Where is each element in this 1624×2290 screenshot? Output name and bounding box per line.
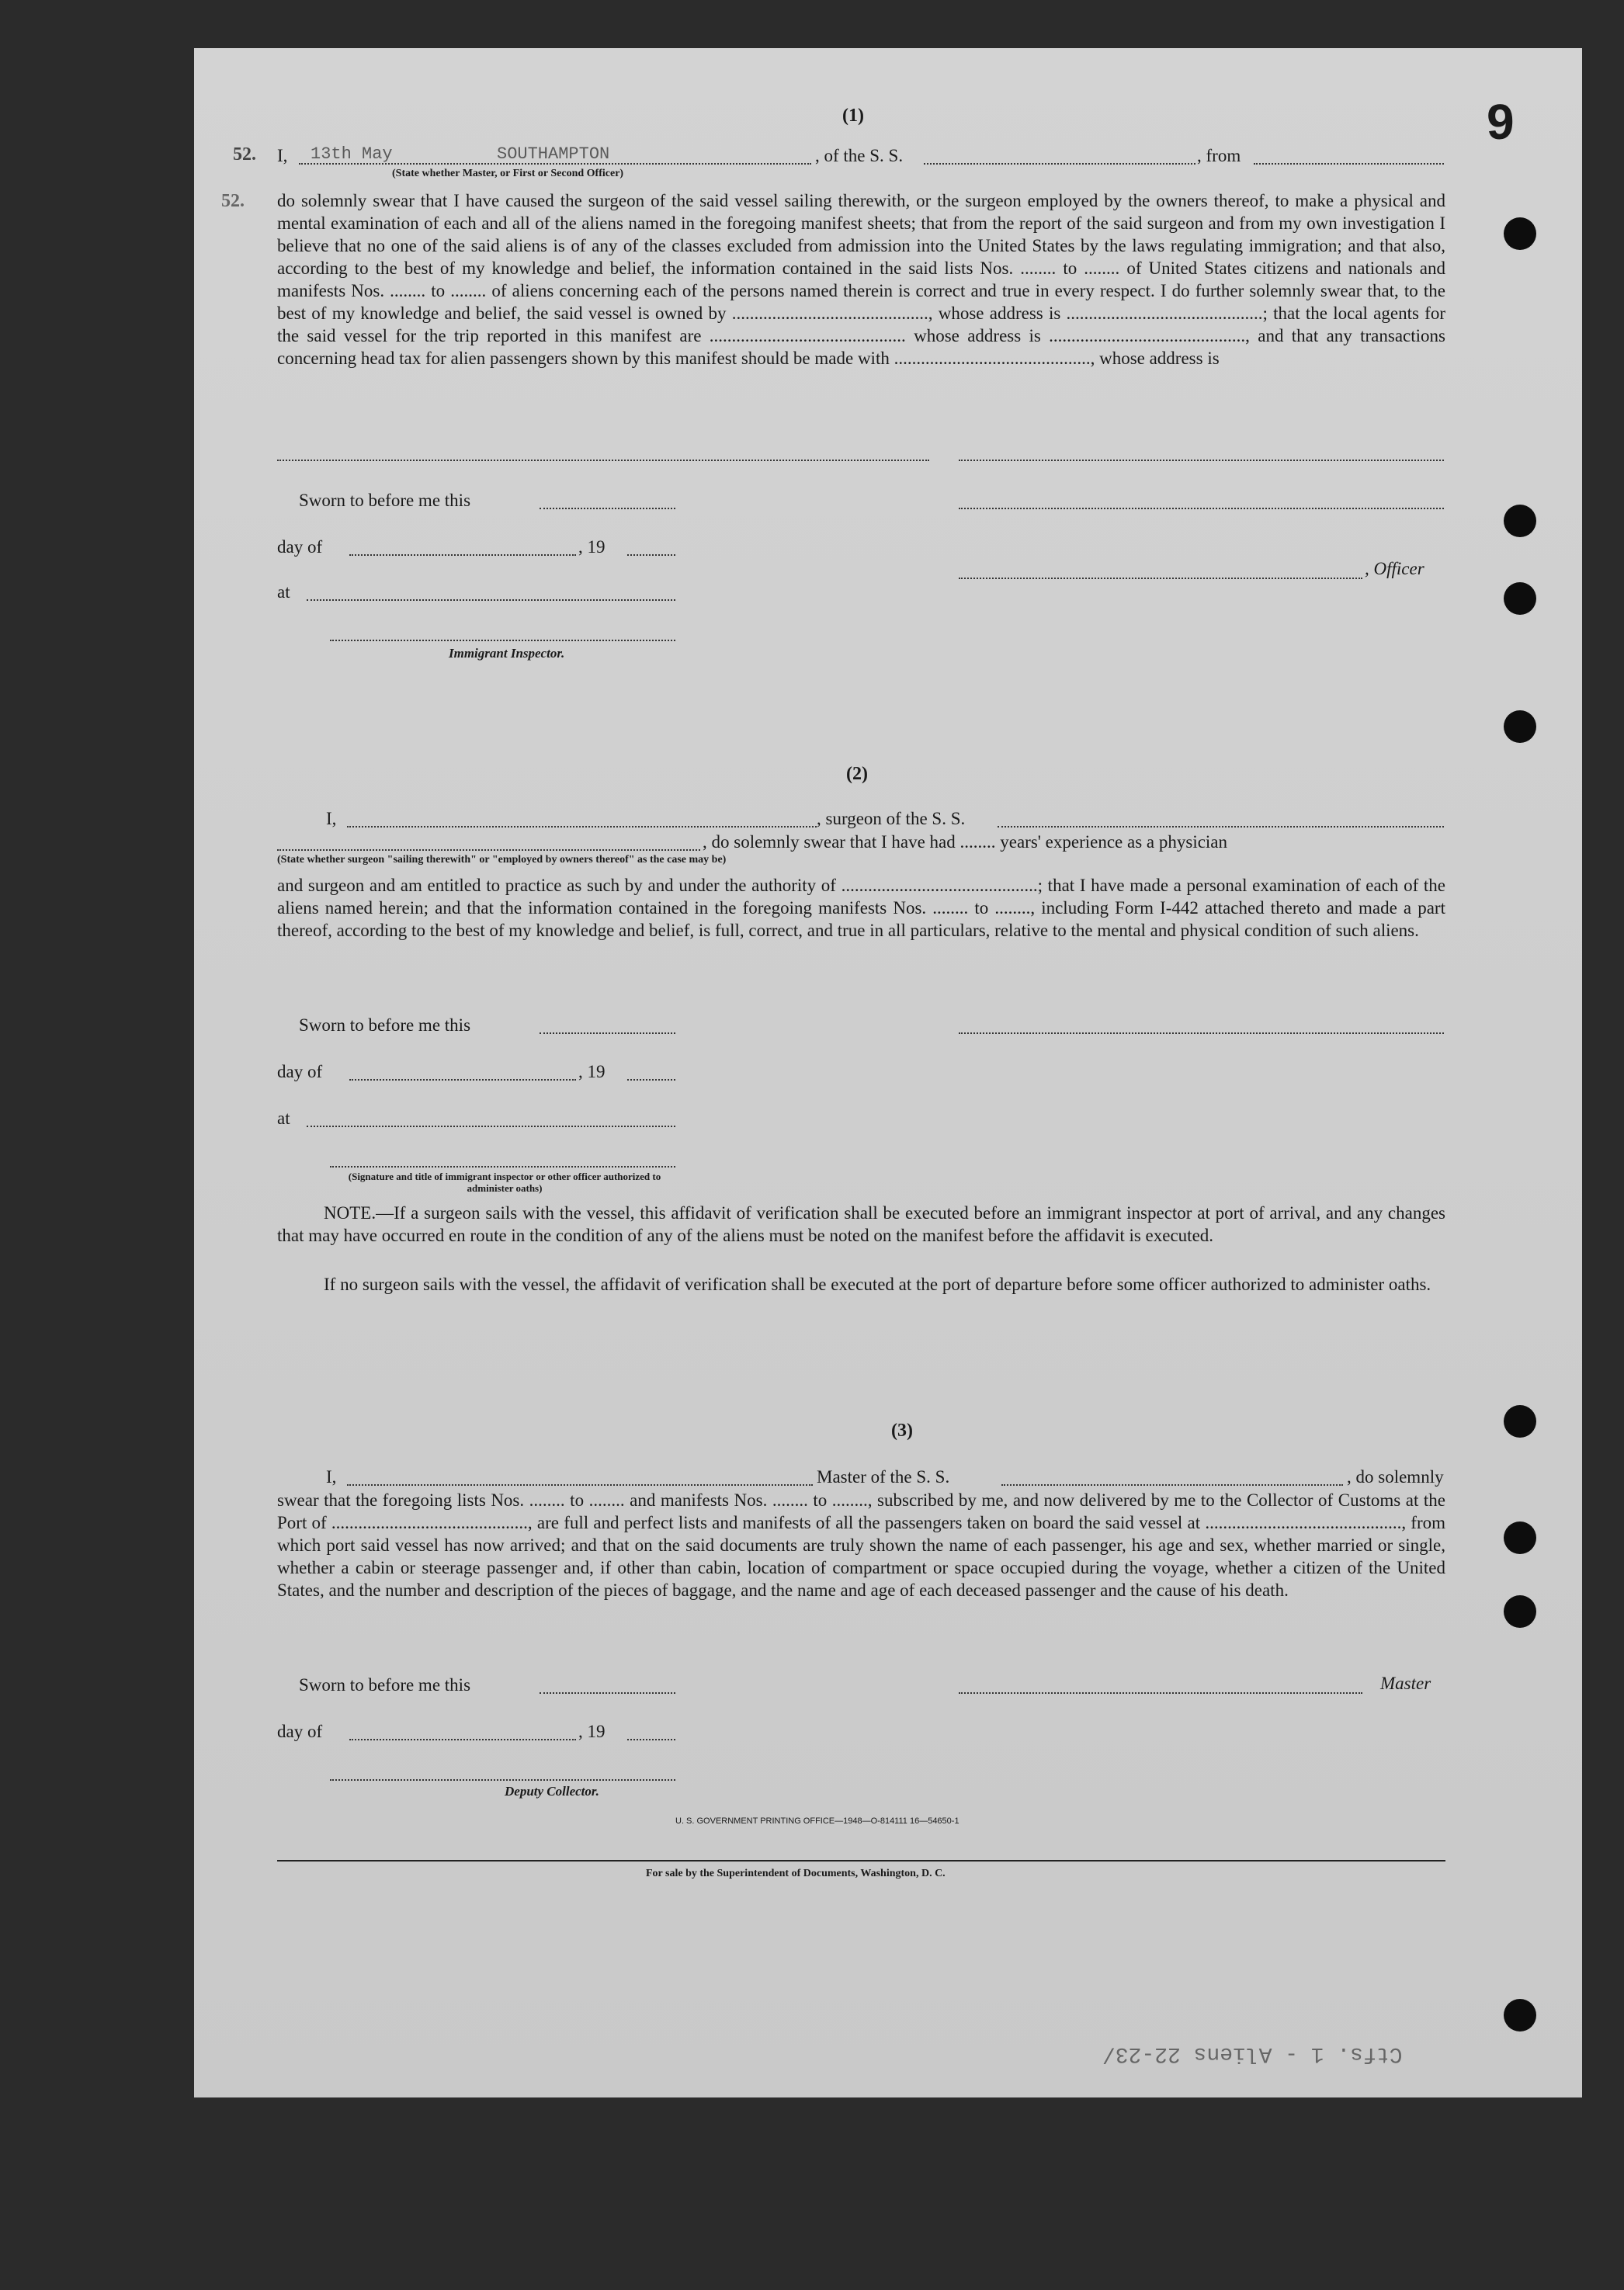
s3-solemnly: , do solemnly [1347, 1467, 1444, 1487]
s1-at: at [277, 582, 290, 602]
sheet-number-1: (1) [842, 106, 864, 126]
s2-paragraph: and surgeon and am entitled to practice as such by and under the authority of ............................................; that I have made a personal examination of each of the aliens named herein; and that the information contained in the foregoing manifests Nos. ........ to ........, including Form I-442 attached thereto and made a part thereof, according to the best of my knowledge and belief, is full, correct, and true in all particulars, relative to the mental and physical condition of such aliens. [277, 876, 1445, 940]
bottom-right-stamp: Ctfs. 1 - Aliens 22-23/ [1102, 2042, 1403, 2066]
s1-year: , 19 [578, 537, 606, 557]
s1-paragraph: do solemnly swear that I have caused the surgeon of the said vessel sailing therewith, or the surgeon employed by the owners thereof, to make a physical and mental examination of each and all of the aliens named in the foregoing manifest sheets; that from the report of the said surgeon and from my own investigation I believe that no one of the said aliens is of any of the classes excluded from admission into the United States by the laws regulating immigration; and that also, according to the best of my knowledge and belief, the information contained in the said lists Nos. ........ to ........ of United States citizens and nationals and manifests Nos. ........ to ........ of aliens concerning each of the persons named therein is correct and true in every respect. I do further solemnly swear that, to the best of my knowledge and belief, the said vessel is owned by ............................................, whose address is ............................................; that the local agents for the said vessel for the trip reported in this manifest are ............................................ whose address is ............................................, and that any transactions concerning head tax for alien passengers shown by this manifest should be made with ............................................, whose address is [277, 191, 1445, 368]
s2-signature-caption: (Signature and title of immigrant inspector or other officer authorized to administer oaths) [348, 1171, 661, 1194]
s3-collector-caption: Deputy Collector. [505, 1784, 599, 1799]
s3-master-of: Master of the S. S. [817, 1467, 950, 1487]
s3-sworn: Sworn to before me this [299, 1675, 471, 1695]
punch-hole [1504, 1999, 1536, 2032]
s2-surgeon-of: , surgeon of the S. S. [817, 809, 966, 828]
page-number: 9 [1487, 94, 1515, 150]
s2-line2: , do solemnly swear that I have had ........ years' experience as a physician [703, 832, 1228, 852]
s3-intro: I, [326, 1467, 337, 1487]
s2-note: NOTE.—If a surgeon sails with the vessel, this affidavit of verification shall be executed before an immigrant inspector at port of arrival, and any changes that may have occurred en route in the condition of any of the aliens must be noted on the manifest before the affidavit is executed. [277, 1203, 1445, 1245]
s2-note2: If no surgeon sails with the vessel, the affidavit of verification shall be executed at the port of departure before some officer authorized to administer oaths. [324, 1275, 1431, 1294]
s1-intro: I, [277, 146, 288, 165]
s1-inspector-caption: Immigrant Inspector. [449, 646, 565, 661]
printing-office-line: U. S. GOVERNMENT PRINTING OFFICE—1948—O-814111 16—54650-1 [675, 1816, 959, 1826]
sheet-number-2: (2) [846, 764, 868, 784]
sale-notice: For sale by the Superintendent of Documents, Washington, D. C. [646, 1868, 946, 1879]
punch-hole [1504, 217, 1536, 250]
s3-paragraph: swear that the foregoing lists Nos. ........ to ........ and manifests Nos. ........ to ........, subscribed by me, and now delivered by me to the Collector of Customs at the Port of ............................................, are full and perfect lists and manifests of all the passengers taken on board the said vessel at ............................................, from which port said vessel has now arrived; and that on the said documents are truly shown the name of each passenger, his age and sex, whether married or single, whether a cabin or steerage passenger and, if other than cabin, location of compartment or space occupied during the voyage, whether a citizen of the United States, and the number and description of the pieces of baggage, and the name and age of each deceased passenger and the cause of his death. [277, 1490, 1445, 1600]
s2-intro: I, [326, 809, 337, 828]
punch-hole [1504, 1595, 1536, 1628]
s1-day-of: day of [277, 537, 323, 557]
s1-of-ss: , of the S. S. [815, 146, 904, 165]
punch-hole [1504, 710, 1536, 743]
punch-hole [1504, 1521, 1536, 1554]
s1-officer: , Officer [1365, 559, 1424, 578]
s2-sworn: Sworn to before me this [299, 1015, 471, 1035]
margin-number: 52. [233, 144, 256, 165]
s2-state-note: (State whether surgeon "sailing therewith" or "employed by owners thereof" as the case may be) [277, 854, 727, 866]
sheet-number-3: (3) [891, 1421, 913, 1441]
typed-date: 13th May [311, 144, 393, 164]
s3-day-of: day of [277, 1722, 323, 1741]
s3-master: Master [1380, 1674, 1431, 1693]
punch-hole [1504, 505, 1536, 537]
s2-day-of: day of [277, 1062, 323, 1081]
s2-year: , 19 [578, 1062, 606, 1081]
s1-role-note: (State whether Master, or First or Second Officer) [392, 168, 624, 179]
s3-year: , 19 [578, 1722, 606, 1741]
typed-port: SOUTHAMPTON [497, 144, 610, 164]
punch-hole [1504, 582, 1536, 615]
s1-from: , from [1197, 146, 1241, 165]
s2-at: at [277, 1109, 290, 1128]
punch-hole [1504, 1405, 1536, 1438]
s1-sworn: Sworn to before me this [299, 491, 471, 510]
margin-number: 52. [221, 191, 245, 211]
